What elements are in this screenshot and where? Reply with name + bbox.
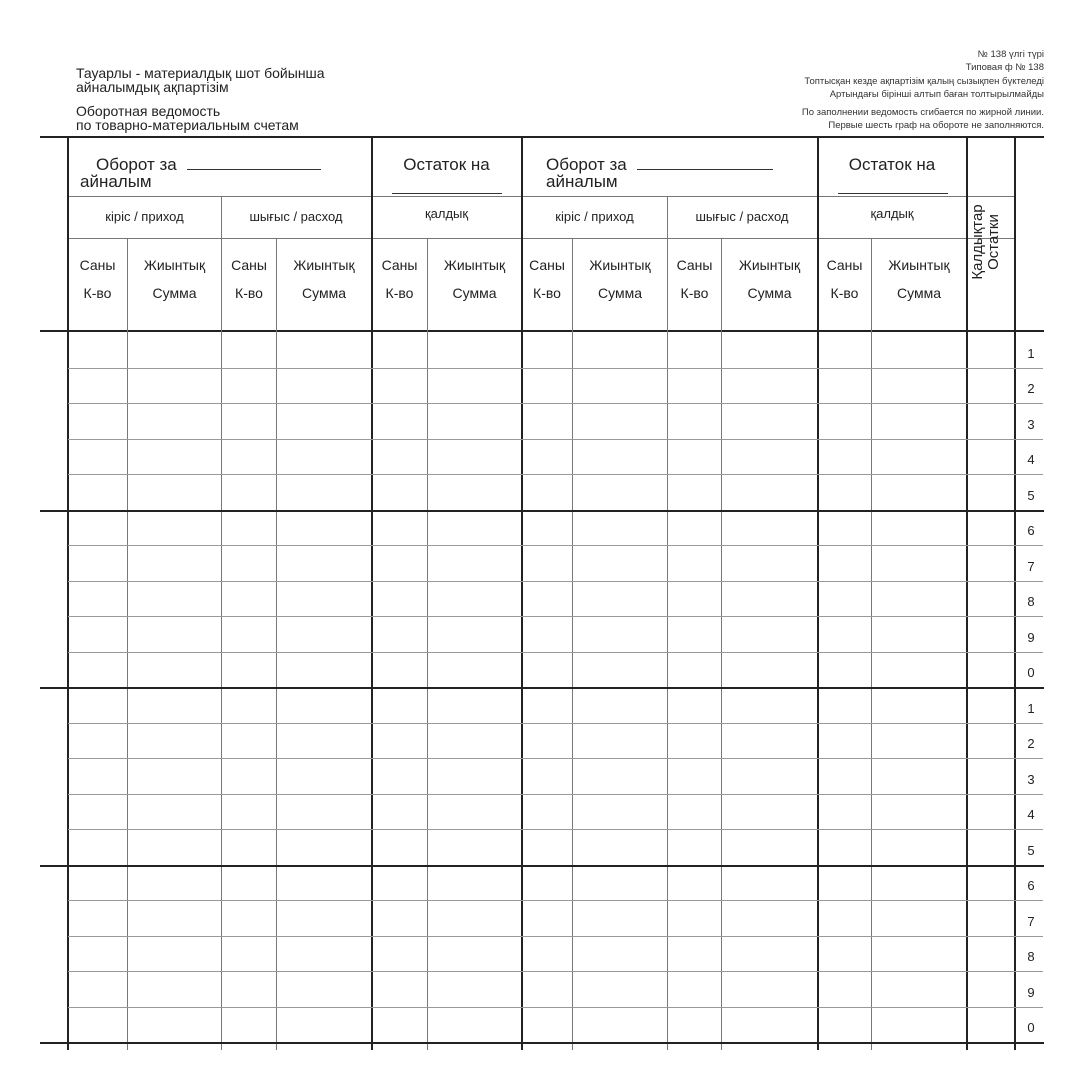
row-number: 7 <box>1027 559 1035 574</box>
qty-kz: Саны <box>79 257 116 273</box>
sum-ru: Сумма <box>152 285 197 301</box>
table-row <box>68 829 1043 830</box>
balance-kz-2: қалдық <box>870 206 914 221</box>
balance-date-blank-2 <box>838 193 948 194</box>
table-row <box>68 403 1043 404</box>
turnover-period-blank-2 <box>637 169 773 170</box>
row-group-divider <box>40 865 1044 867</box>
fold-note-kz-1: Топтысқан кезде ақпартізім қалың сызықпен бүктеледі <box>804 76 1044 87</box>
sum-kz: Жиынтық <box>589 257 651 273</box>
qty-kz: Саны <box>826 257 863 273</box>
balance-kz-1: қалдық <box>424 206 469 221</box>
sum-kz: Жиынтық <box>443 257 506 273</box>
sum-ru: Сумма <box>897 285 941 301</box>
table-row <box>68 545 1043 546</box>
turnover-ru-1: Оборот за <box>96 155 177 174</box>
qty-ru: К-во <box>830 285 859 301</box>
turnover-period-blank-1 <box>187 169 321 170</box>
row-number: 0 <box>1027 665 1035 680</box>
col-line <box>276 238 277 1050</box>
table-row <box>68 439 1043 440</box>
balance-ru-1: Остаток на <box>403 155 490 174</box>
qty-ru: К-во <box>385 285 414 301</box>
fold-note-kz-2: Артындағы бірінші алтып баған толтырылмайды <box>829 89 1044 100</box>
row-number: 5 <box>1027 488 1035 503</box>
row-number: 3 <box>1027 772 1035 787</box>
col-line-right <box>1014 136 1016 1050</box>
income-header-1: кіріс / приход <box>105 209 184 224</box>
turnover-header-1 <box>96 156 321 173</box>
remains-header <box>970 182 1010 302</box>
table-row <box>68 581 1043 582</box>
qty-kz: Саны <box>676 257 713 273</box>
row-number: 6 <box>1027 523 1035 538</box>
row-group-divider <box>40 1042 1044 1044</box>
header-divider-1 <box>68 196 1014 197</box>
sum-header <box>573 257 667 301</box>
col-line-group <box>966 136 968 1050</box>
row-number: 8 <box>1027 594 1035 609</box>
turnover-header-2 <box>546 156 773 173</box>
row-number: 0 <box>1027 1020 1035 1035</box>
row-number: 2 <box>1027 381 1035 396</box>
qty-header <box>372 257 427 301</box>
table-row <box>68 758 1043 759</box>
row-number: 4 <box>1027 452 1035 467</box>
turnover-kz-2: айналым <box>546 172 618 191</box>
title-kz-line1: Тауарлы - материалдық шот бойынша <box>76 65 325 81</box>
table-row <box>68 936 1043 937</box>
turnover-kz-1: айналым <box>80 172 152 191</box>
table-row <box>68 794 1043 795</box>
table-row <box>68 474 1043 475</box>
row-number: 6 <box>1027 878 1035 893</box>
title-kz <box>76 66 325 94</box>
qty-ru: К-во <box>533 285 561 301</box>
sum-ru: Сумма <box>598 285 642 301</box>
qty-ru: К-во <box>235 285 263 301</box>
table-row <box>68 1007 1043 1008</box>
col-line <box>572 238 573 1050</box>
sum-header <box>128 257 221 301</box>
title-ru <box>76 104 299 132</box>
sum-header <box>722 257 817 301</box>
remains-ru: Остатки <box>985 214 1002 270</box>
row-number: 8 <box>1027 949 1035 964</box>
remains-kz: Қалдықтар <box>969 204 986 280</box>
col-line <box>667 196 668 1050</box>
qty-header <box>668 257 721 301</box>
qty-header <box>68 257 127 301</box>
qty-header <box>522 257 572 301</box>
qty-header <box>222 257 276 301</box>
form-number: № 138 үлгі түрі <box>977 49 1044 60</box>
qty-kz: Саны <box>529 257 565 273</box>
balance-ru-2: Остаток на <box>848 155 936 174</box>
row-group-divider <box>40 687 1044 689</box>
sum-kz: Жиынтық <box>293 257 355 273</box>
sum-kz: Жиынтық <box>738 257 801 273</box>
row-number: 3 <box>1027 417 1035 432</box>
table-row <box>68 723 1043 724</box>
table-row <box>68 900 1043 901</box>
title-kz-line2: айналымдық ақпартізім <box>76 79 229 95</box>
sum-header <box>872 257 966 301</box>
fold-note-ru-1: По заполнении ведомость сгибается по жирной линии. <box>801 107 1044 118</box>
sum-ru: Сумма <box>452 285 497 301</box>
turnover-ru-2: Оборот за <box>546 155 627 174</box>
expense-header-2: шығыс / расход <box>695 209 789 224</box>
sum-header <box>277 257 371 301</box>
qty-header <box>818 257 871 301</box>
qty-ru: К-во <box>83 285 112 301</box>
qty-kz: Саны <box>231 257 267 273</box>
sum-ru: Сумма <box>747 285 792 301</box>
table-row <box>68 368 1043 369</box>
col-line <box>721 238 722 1050</box>
col-line <box>221 196 222 1050</box>
table-row <box>68 971 1043 972</box>
table-row <box>68 616 1043 617</box>
title-ru-line1: Оборотная ведомость <box>76 103 221 119</box>
col-line <box>427 238 428 1050</box>
row-number: 9 <box>1027 985 1035 1000</box>
header-divider-2 <box>68 238 1014 239</box>
sum-kz: Жиынтық <box>143 257 206 273</box>
table-row <box>68 652 1043 653</box>
row-number: 1 <box>1027 701 1035 716</box>
row-number: 4 <box>1027 807 1035 822</box>
col-line <box>871 238 872 1050</box>
row-number: 1 <box>1027 346 1035 361</box>
sum-header <box>428 257 521 301</box>
qty-kz: Саны <box>381 257 418 273</box>
qty-ru: К-во <box>680 285 709 301</box>
sum-kz: Жиынтық <box>888 257 950 273</box>
col-line <box>127 238 128 1050</box>
row-number: 9 <box>1027 630 1035 645</box>
title-ru-line2: по товарно-материальным счетам <box>76 117 299 133</box>
table-top-border <box>40 136 1044 138</box>
income-header-2: кіріс / приход <box>555 209 634 224</box>
header-bottom-border <box>40 330 1044 332</box>
row-number: 7 <box>1027 914 1035 929</box>
sum-ru: Сумма <box>302 285 346 301</box>
balance-date-blank-1 <box>392 193 502 194</box>
form-type: Типовая ф № 138 <box>965 62 1044 73</box>
row-number: 5 <box>1027 843 1035 858</box>
expense-header-1: шығыс / расход <box>249 209 343 224</box>
row-group-divider <box>40 510 1044 512</box>
row-number: 2 <box>1027 736 1035 751</box>
fold-note-ru-2: Первые шесть граф на обороте не заполняются. <box>828 120 1044 131</box>
